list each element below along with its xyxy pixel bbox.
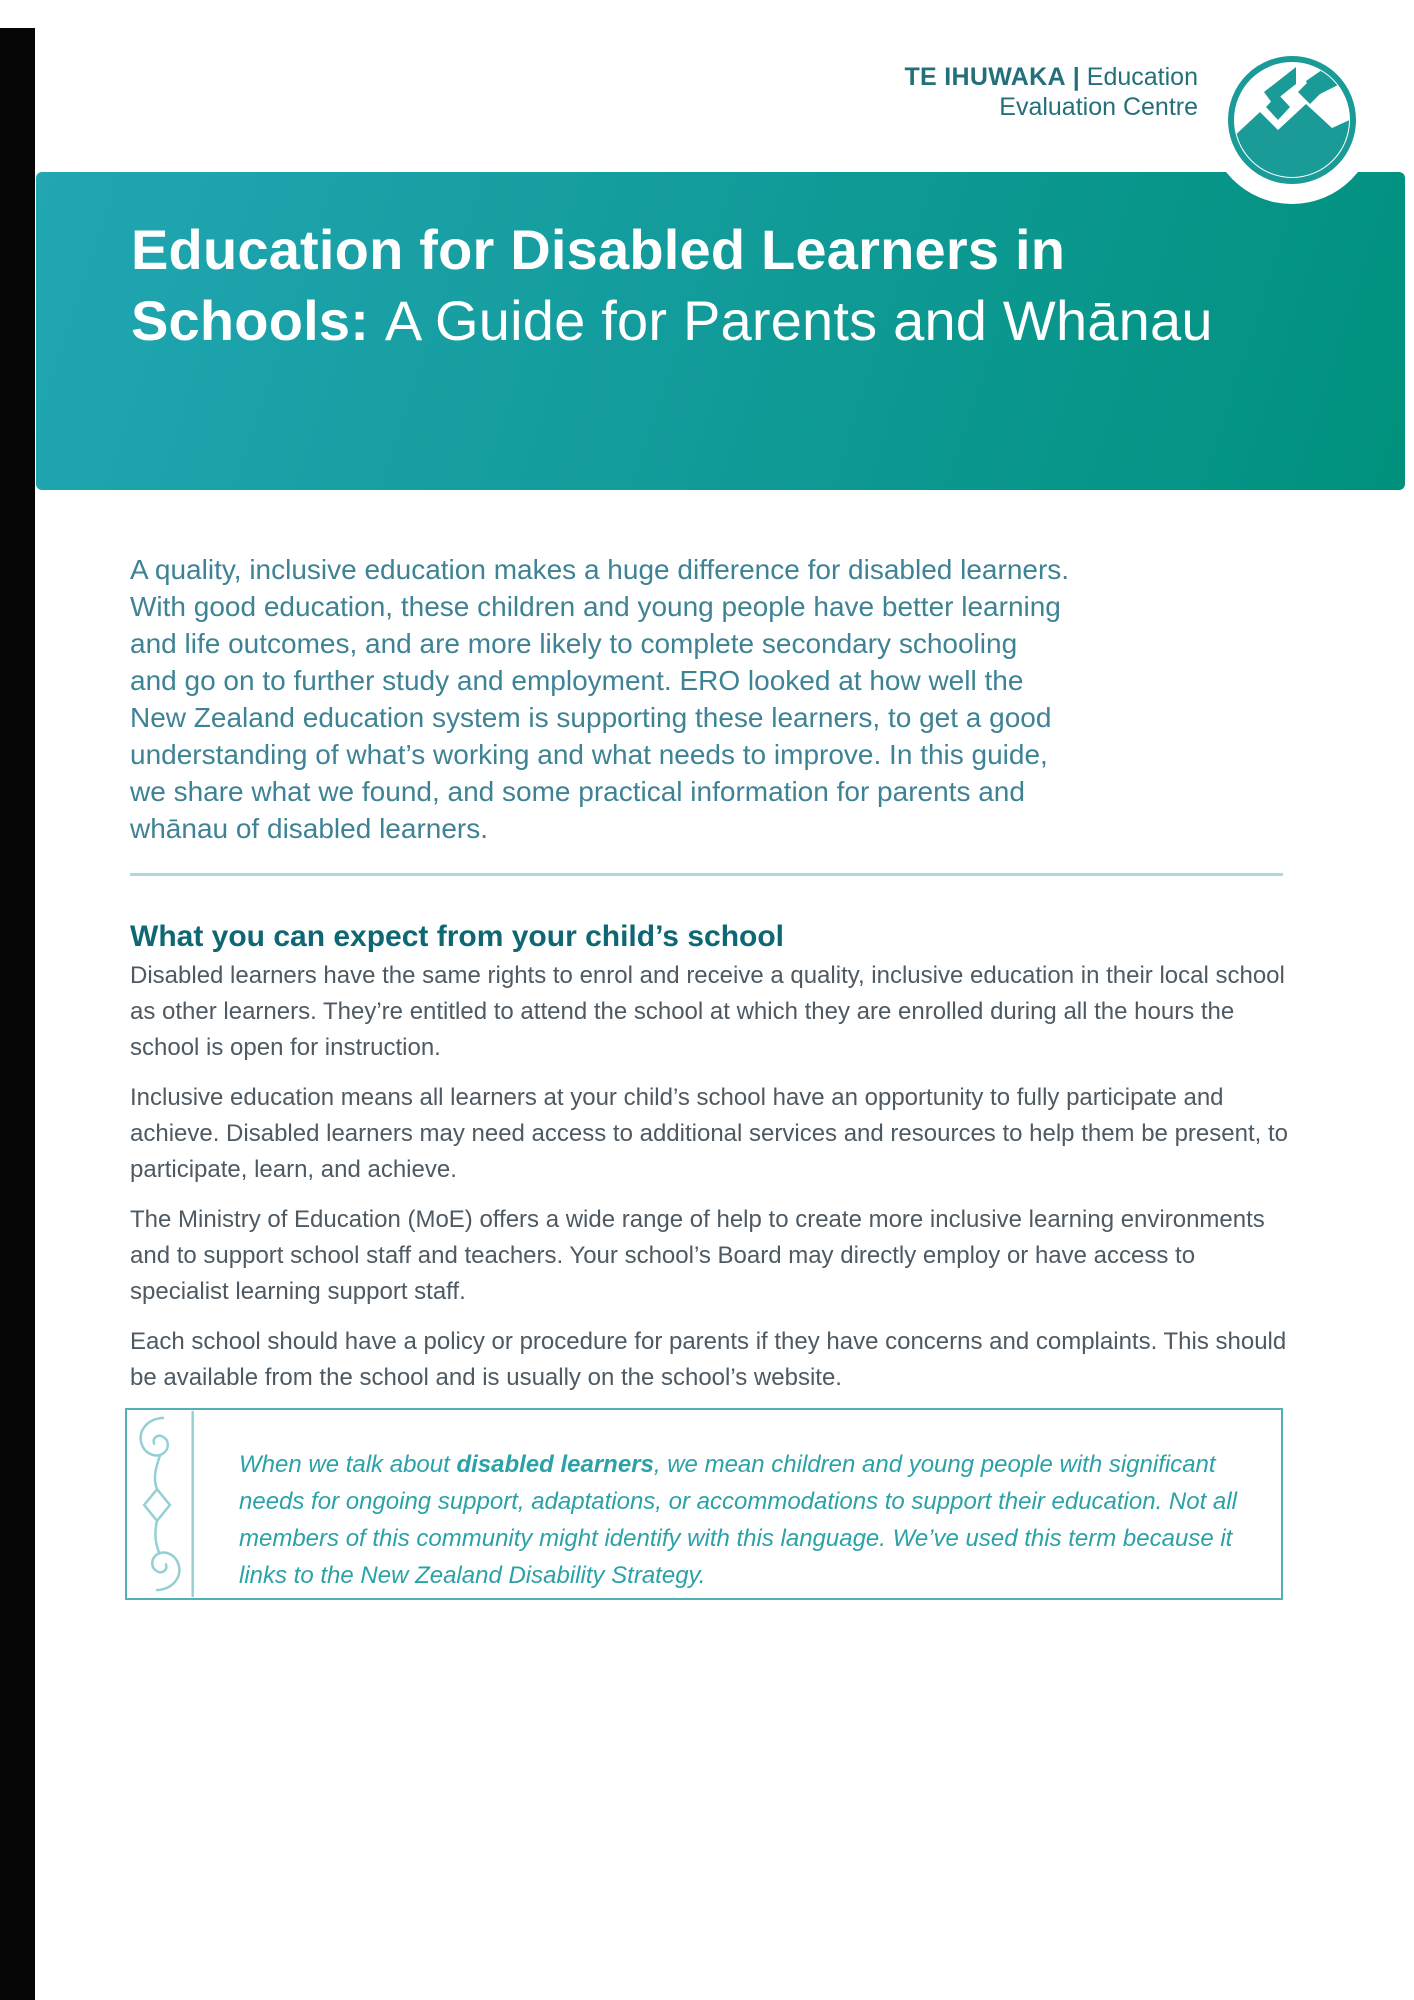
page-title [131,214,1241,356]
intro-line: understanding of what’s working and what needs to improve. In this guide, [130,739,1048,770]
brand-dept-line2: Evaluation Centre [999,93,1198,121]
intro-line: and go on to further study and employment. ERO looked at how well the [130,665,1024,696]
title-banner [36,172,1405,490]
body-paragraph: Inclusive education means all learners at your child’s school have an opportunity to fully participate and achieve. Disabled learners may need access to additional services and resources to help them be present, to participate, learn, and achieve. [130,1084,1288,1183]
brand-name: TE IHUWAKA [904,63,1066,91]
callout-text-before: When we talk about [239,1451,457,1478]
brand-line-2 [904,92,1198,122]
section-heading: What you can expect from your child’s school [130,920,785,953]
body-paragraph: Disabled learners have the same rights to enrol and receive a quality, inclusive education in their local school as other learners. They’re entitled to attend the school at which they are enrolled during all the hours the school is open for instruction. [130,962,1285,1061]
content-divider [130,873,1283,876]
callout-text [239,1446,1279,1594]
brand-separator: | [1072,63,1080,91]
page-title-main: Education for Disabled Learners in Schools: [131,218,1066,352]
callout-text-after: , we mean children and young people with significant needs for ongoing support, adaptations, or accommodations to support their education. Not all members of this community might identify with this language. We’ve used this term because it links to the New Zealand Disability Strategy. [239,1451,1237,1589]
intro-line: we share what we found, and some practical information for parents and [130,776,1025,807]
callout-bold-term: disabled learners [456,1451,654,1478]
body-paragraph: Each school should have a policy or procedure for parents if they have concerns and complaints. This should be available from the school and is usually on the school’s website. [130,1328,1287,1391]
intro-line: A quality, inclusive education makes a huge difference for disabled learners. [130,554,1070,585]
intro-line: whānau of disabled learners. [130,813,489,844]
intro-line: and life outcomes, and are more likely to complete secondary schooling [130,628,1018,659]
callout-box [125,1408,1283,1600]
logo-halo [1208,36,1376,204]
page-title-subtitle: A Guide for Parents and Whānau [384,289,1213,352]
koru-pattern-icon [127,1410,195,1598]
body-paragraph: The Ministry of Education (MoE) offers a wide range of help to create more inclusive learning environments and to support school staff and teachers. Your school’s Board may directly employ or have access to specialist learning support staff. [130,1206,1265,1305]
brand-dept-line1: Education [1086,63,1198,91]
section-body [130,958,1290,1410]
intro-line: New Zealand education system is supporting these learners, to get a good [130,702,1052,733]
te-ihuwaka-logo-icon [1220,48,1364,192]
brand-lockup [904,62,1198,122]
page-edge-strip [0,28,35,2000]
intro-paragraph [130,551,1069,847]
intro-line: With good education, these children and young people have better learning [130,591,1061,622]
brand-line-1 [904,62,1198,92]
